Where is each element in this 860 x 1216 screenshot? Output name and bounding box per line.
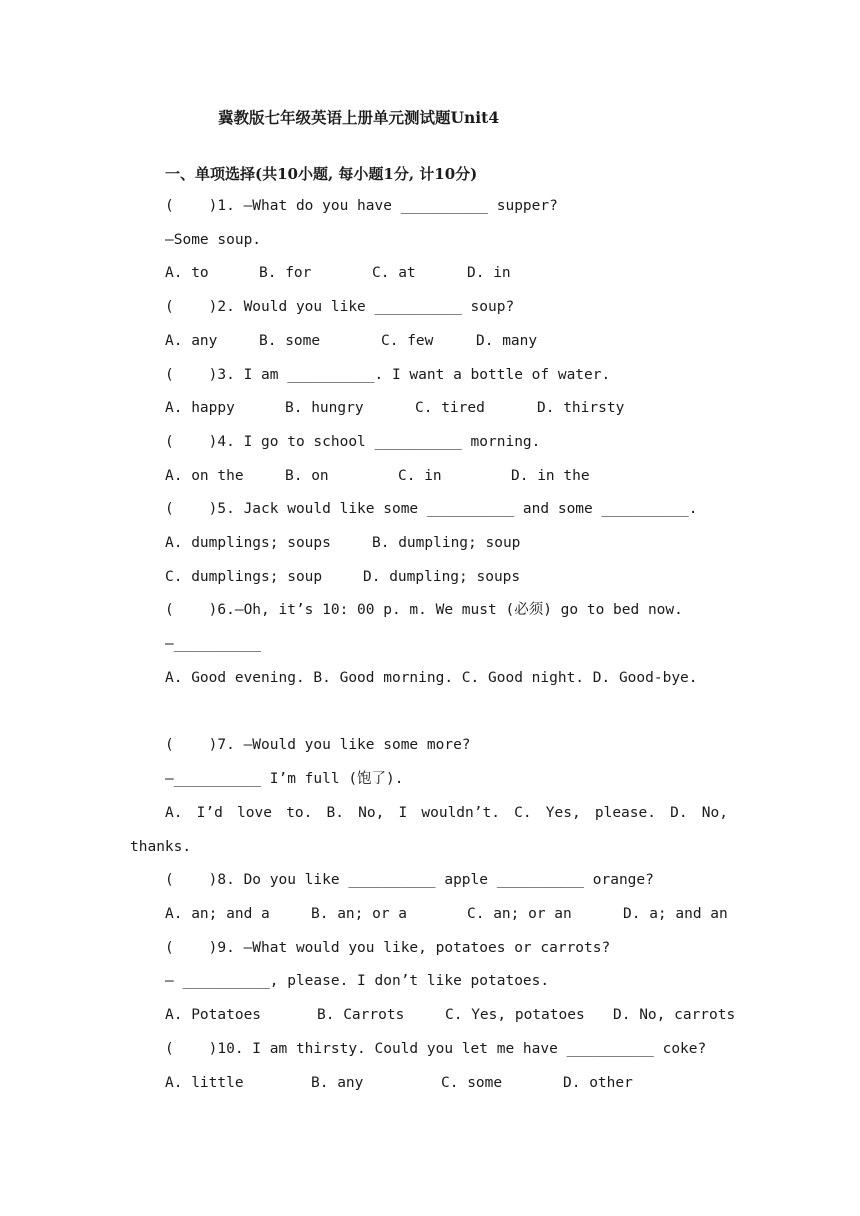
question-9-stem: ( )9. —What would you like, potatoes or carrots? [165,940,611,956]
question-9-option-c: C. Yes, potatoes [445,1007,585,1023]
question-8-option-d: D. a; and an [623,906,728,922]
question-9-option-b: B. Carrots [317,1007,405,1023]
question-10-stem: ( )10. I am thirsty. Could you let me have __________ coke? [165,1041,707,1057]
question-10-option-b: B. any [311,1075,364,1091]
question-8-option-a: A. an; and a [165,906,270,922]
question-8-option-c: C. an; or an [467,906,572,922]
question-8-option-b: B. an; or a [311,906,408,922]
question-7-options: A. I’d love to. B. No, I wouldn’t. C. Yes, please. D. No, thanks. [130,805,728,855]
question-3-option-c: C. tired [415,400,485,416]
question-1-option-d: D. in [467,265,511,281]
question-6-reply: —__________ [165,636,262,652]
question-3-option-b: B. hungry [285,400,364,416]
question-3-option-d: D. thirsty [537,400,625,416]
question-2-option-b: B. some [259,333,321,349]
question-4-option-d: D. in the [511,468,590,484]
question-10-option-d: D. other [563,1075,633,1091]
question-2-option-d: D. many [476,333,538,349]
question-6-options: A. Good evening. B. Good morning. C. Good night. D. Good-bye. [165,670,698,686]
question-1-option-c: C. at [372,265,416,281]
question-4-option-a: A. on the [165,468,244,484]
section-heading: 一、单项选择(共10小题, 每小题1分, 计10分) [165,165,478,183]
question-2-option-c: C. few [381,333,434,349]
question-9-option-d: D. No, carrots [613,1007,736,1023]
question-1-option-b: B. for [259,265,312,281]
question-4-option-c: C. in [398,468,442,484]
question-10-option-a: A. little [165,1075,244,1091]
question-6-stem: ( )6.—Oh, it’s 10: 00 p. m. We must (必须) go to bed now. [165,602,683,618]
question-8-stem: ( )8. Do you like __________ apple __________ orange? [165,872,654,888]
question-10-options [165,1073,633,1193]
question-7-reply: —__________ I’m full (饱了). [165,771,404,787]
question-3-stem: ( )3. I am __________. I want a bottle of water. [165,367,611,383]
question-7-stem: ( )7. —Would you like some more? [165,737,471,753]
question-4-option-b: B. on [285,468,329,484]
question-2-stem: ( )2. Would you like __________ soup? [165,299,515,315]
question-3-option-a: A. happy [165,400,235,416]
question-5-option-d: D. dumpling; soups [363,569,521,585]
question-5-option-c: C. dumplings; soup [165,569,323,585]
question-2-option-a: A. any [165,333,218,349]
question-5-stem: ( )5. Jack would like some __________ and some __________. [165,501,698,517]
document-title: 冀教版七年级英语上册单元测试题Unit4 [218,108,500,127]
question-9-option-a: A. Potatoes [165,1007,262,1023]
question-10-option-c: C. some [441,1075,503,1091]
question-4-stem: ( )4. I go to school __________ morning. [165,434,541,450]
question-5-option-a: A. dumplings; soups [165,535,331,551]
question-1-option-a: A. to [165,265,209,281]
question-9-reply: — __________, please. I don’t like potatoes. [165,973,550,989]
question-1-stem: ( )1. —What do you have __________ supper? [165,198,558,214]
question-1-reply: —Some soup. [165,232,262,248]
question-5-option-b: B. dumpling; soup [372,535,521,551]
